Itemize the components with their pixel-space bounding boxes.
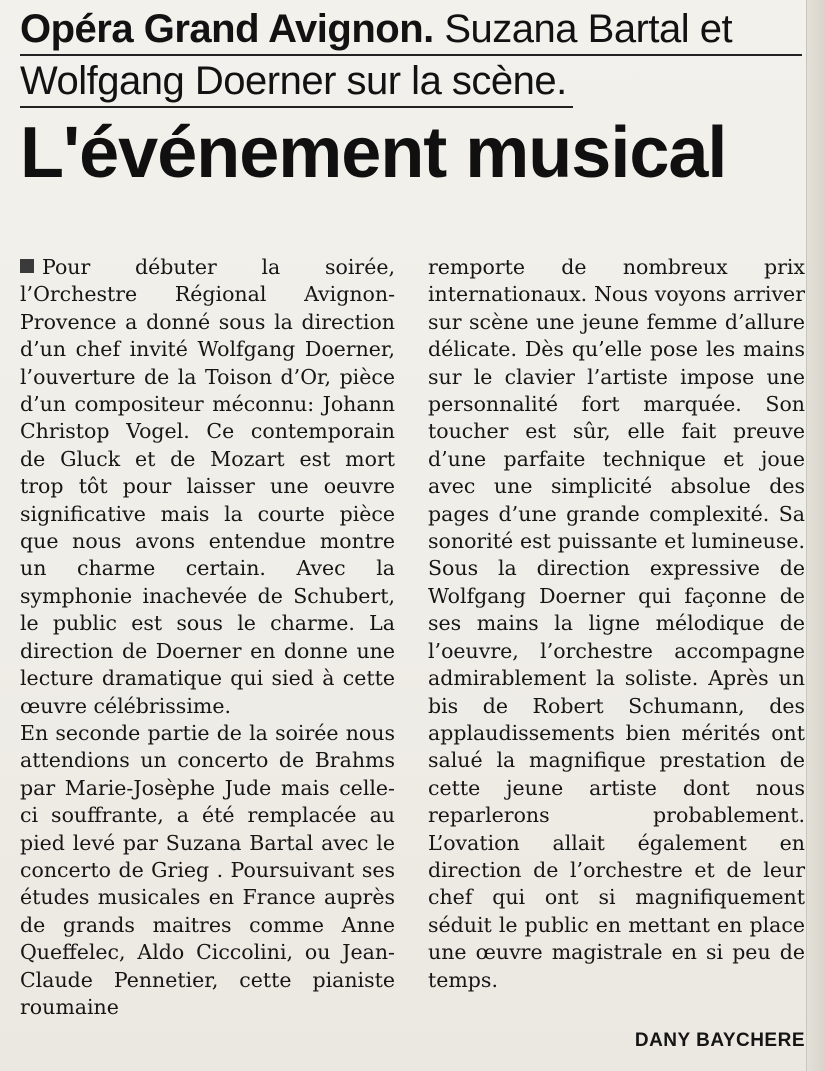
kicker-line-2: Wolfgang Doerner sur la scène.: [20, 56, 573, 108]
headline: L'événement musical: [20, 113, 727, 193]
kicker: [20, 4, 802, 108]
kicker-venue: Opéra Grand Avignon.: [20, 7, 434, 51]
paragraph-3: remporte de nombreux prix internationaux. Nous voyons arriver sur scène une jeune femme d’allure délicate. Dès qu’elle pose les mains sur le clavier l’artiste impose une personnalité fort marquée. Son toucher est sûr, elle fait preuve d’une parfaite technique et joue avec une simplicité absolue des pages d’une grande complexité. Sa sonorité est puissante et lumineuse. Sous la direction expressive de Wolfgang Doerner qui façonne de ses mains la ligne mélodique de l’oeuvre, l’orchestre accompagne admirablement la soliste. Après un bis de Robert Schumann, des applaudissements bien mérités ont salué la magnifique prestation de cette jeune artiste dont nous reparlerons probablement. L’ovation allait également en direction de l’orchestre et de leur chef qui ont si magnifiquement séduit le public en mettant en place une œuvre magistrale en si peu de temps.: [428, 255, 805, 992]
kicker-text: Suzana Bartal et: [433, 7, 733, 51]
paragraph-1-text: Pour débuter la soirée, l’Orchestre Régional Avignon-Provence a donné sous la direction d’un chef invité Wolfgang Doerner, l’ouverture de la Toison d’Or, pièce d’un compositeur méconnu: Johann Christop Vogel. Ce contemporain de Gluck et de Mozart est mort trop tôt pour laisser une oeuvre significative mais la courte pièce que nous avons entendue montre un charme certain. Avec la symphonie inachevée de Schubert, le public est sous le charme. La direction de Doerner en donne une lecture dramatique qui sied à cette œuvre célébrissime.: [20, 255, 395, 718]
square-bullet-icon: [20, 259, 34, 273]
kicker-line-1: [20, 4, 802, 56]
page-edge: [806, 0, 825, 1071]
paragraph-1: [20, 254, 395, 720]
column-right: [428, 254, 805, 1021]
article-body: [20, 254, 805, 1021]
column-left: [20, 254, 395, 1021]
article-header: [20, 4, 802, 196]
paragraph-2: En seconde partie de la soirée nous attendions un concerto de Brahms par Marie-Josèphe Jude mais celle-ci souffrante, a été remplacée au pied levé par Suzana Bartal avec le concerto de Grieg . Poursuivant ses études musicales en France auprès de grands maitres comme Anne Queffelec, Aldo Ciccolini, ou Jean-Claude Pennetier, cette pianiste roumaine: [20, 720, 395, 1019]
byline: DANY BAYCHERE: [634, 1030, 805, 1051]
